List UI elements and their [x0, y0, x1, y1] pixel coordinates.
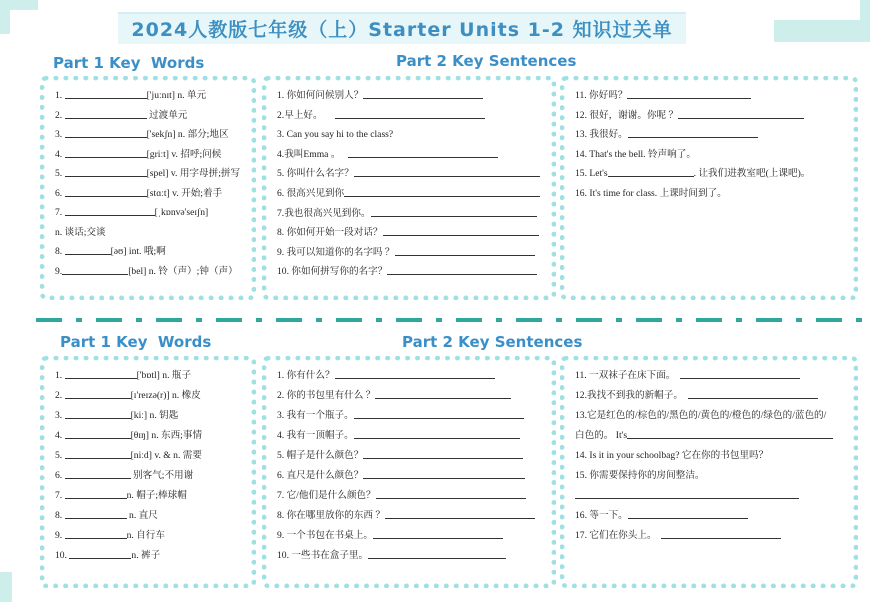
answer-blank[interactable]: [344, 185, 540, 197]
answer-blank[interactable]: [354, 427, 520, 439]
answer-blank[interactable]: [363, 447, 523, 459]
section1-key-words-box: [40, 76, 256, 300]
answer-blank[interactable]: [628, 507, 748, 519]
answer-blank[interactable]: [627, 427, 833, 439]
answer-blank[interactable]: [65, 87, 147, 99]
sentence-line: 16. 等一下。: [575, 506, 845, 526]
answer-blank[interactable]: [395, 244, 535, 256]
answer-blank[interactable]: [354, 165, 540, 177]
sentence-line: 2.早上好。: [277, 106, 543, 126]
sentence-line: 白色的。 It's: [575, 426, 845, 446]
section2-part1-heading: Part 1 Key Words: [60, 333, 212, 351]
sentence-line: 14. Is it in your schoolbag? 它在你的书包里吗？: [575, 450, 769, 461]
sentence-line: 4. 我有一顶帽子。: [277, 426, 543, 446]
answer-blank[interactable]: [373, 527, 503, 539]
word-line: 3. [kiː] n. 钥匙: [55, 406, 243, 426]
answer-blank[interactable]: [383, 224, 539, 236]
sentence-line: 7.我也很高兴见到你。: [277, 204, 543, 224]
sentence-line: 15. Let's . 让我们进教室吧(上课吧)。: [575, 164, 845, 184]
answer-blank[interactable]: [575, 487, 799, 499]
answer-blank[interactable]: [608, 165, 694, 177]
answer-blank[interactable]: [348, 146, 498, 158]
word-line: 1. ['bɒtl] n. 瓶子: [55, 366, 243, 386]
sentence-line: 10. 一些书在盒子里。: [277, 546, 543, 566]
answer-blank[interactable]: [65, 527, 127, 539]
answer-blank[interactable]: [65, 447, 131, 459]
sentence-line: 12.我找不到我的新帽子。: [575, 386, 845, 406]
sentence-line: 3. 我有一个瓶子。: [277, 406, 543, 426]
sentence-line: 6. 直尺是什么颜色？: [277, 466, 543, 486]
answer-blank[interactable]: [65, 507, 127, 519]
sentence-line: 13. 我很好。: [575, 125, 845, 145]
sentence-line: 7. 它/他们是什么颜色？: [277, 486, 543, 506]
answer-blank[interactable]: [65, 467, 131, 479]
section2-sentences-box-a: [262, 356, 556, 588]
word-line: 5. [spel] v. 用字母拼;拼写: [55, 164, 243, 184]
sentence-line: 2. 你的书包里有什么 ？: [277, 386, 543, 406]
section1-sentences-box-a: [262, 76, 556, 300]
sentence-line: 8. 你在哪里放你的东西 ？: [277, 506, 543, 526]
sentence-line: 9. 一个书包在书桌上。: [277, 526, 543, 546]
word-line: 6. 别客气;不用谢: [55, 466, 243, 486]
answer-blank[interactable]: [65, 107, 147, 119]
answer-blank[interactable]: [335, 107, 485, 119]
word-line: 6. [stɑːt] v. 开始;着手: [55, 184, 243, 204]
answer-blank[interactable]: [678, 107, 804, 119]
word-line: 2. [ɪ'reɪzə(r)] n. 橡皮: [55, 386, 243, 406]
word-line: n. 谈话;交谈: [55, 226, 106, 238]
sentence-line: 15. 你需要保持你的房间整洁。: [575, 470, 705, 481]
answer-blank[interactable]: [65, 204, 155, 216]
answer-blank[interactable]: [69, 547, 131, 559]
sentence-line: 11. 一双袜子在床下面。: [575, 366, 845, 386]
answer-blank[interactable]: [371, 205, 537, 217]
answer-blank[interactable]: [387, 263, 537, 275]
section1-part1-heading: Part 1 Key Words: [53, 54, 205, 72]
word-line: 4. [θɪŋ] n. 东西;事情: [55, 426, 243, 446]
section1-part2-heading: Part 2 Key Sentences: [396, 52, 577, 70]
sentence-line: 6. 很高兴见到你: [277, 184, 543, 204]
answer-blank[interactable]: [335, 367, 495, 379]
section2-part2-heading: Part 2 Key Sentences: [402, 333, 583, 351]
word-line: 1. ['juːnɪt] n. 单元: [55, 86, 243, 106]
answer-blank[interactable]: [661, 527, 781, 539]
answer-blank[interactable]: [368, 547, 506, 559]
word-line: 5. [niːd] v. & n. 需要: [55, 446, 243, 466]
sentence-line: 5. 你叫什么名字？: [277, 164, 543, 184]
sentence-line: 1. 你如何问候别人？: [277, 86, 543, 106]
corner-decoration-top-left-vertical: [0, 0, 10, 34]
answer-blank[interactable]: [65, 407, 131, 419]
answer-blank[interactable]: [628, 126, 758, 138]
corner-decoration-bottom-left: [0, 572, 12, 602]
word-line: 2. 过渡单元: [55, 106, 243, 126]
sentence-line: 11. 你好吗？: [575, 86, 845, 106]
sentence-line: 17. 它们在你头上。: [575, 526, 845, 546]
word-line: 8. n. 直尺: [55, 506, 243, 526]
word-line: 4. [griːt] v. 招呼;问候: [55, 145, 243, 165]
answer-blank[interactable]: [354, 407, 524, 419]
sentence-line: 5. 帽子是什么颜色？: [277, 446, 543, 466]
answer-blank[interactable]: [65, 126, 147, 138]
answer-blank[interactable]: [65, 185, 147, 197]
word-line: 7. n. 帽子;棒球帽: [55, 486, 243, 506]
word-line: 10. n. 裤子: [55, 546, 243, 566]
section2-sentences-box-b: [560, 356, 858, 588]
sentence-line: 4.我叫Emma 。: [277, 145, 543, 165]
sentence-line: 3. Can you say hi to the class?: [277, 129, 394, 141]
sentence-line: 13.它是红色的/棕色的/黑色的/黄色的/橙色的/绿色的/蓝色的/: [575, 410, 827, 421]
sentence-line: 10. 你如何拼写你的名字？: [277, 262, 543, 282]
sentence-line: [575, 486, 845, 506]
answer-blank[interactable]: [65, 387, 131, 399]
answer-blank[interactable]: [65, 427, 131, 439]
section1-sentences-box-b: [560, 76, 858, 300]
corner-decoration-top-right-vertical: [860, 0, 870, 26]
answer-blank[interactable]: [375, 387, 511, 399]
answer-blank[interactable]: [65, 146, 147, 158]
word-line: 9. n. 自行车: [55, 526, 243, 546]
page-title: 2024人教版七年级（上）Starter Units 1-2 知识过关单: [118, 12, 686, 44]
answer-blank[interactable]: [385, 507, 535, 519]
answer-blank[interactable]: [376, 487, 526, 499]
sentence-line: 1. 你有什么？: [277, 366, 543, 386]
section2-key-words-box: [40, 356, 256, 588]
answer-blank[interactable]: [363, 467, 525, 479]
sentence-line: 9. 我可以知道你的名字吗 ？: [277, 243, 543, 263]
word-line: 9. [bel] n. 铃（声）;钟（声）: [55, 262, 243, 282]
answer-blank[interactable]: [688, 387, 818, 399]
corner-decoration-top-right: [774, 20, 870, 42]
answer-blank[interactable]: [363, 87, 483, 99]
answer-blank[interactable]: [65, 165, 147, 177]
answer-blank[interactable]: [65, 367, 137, 379]
answer-blank[interactable]: [62, 263, 128, 275]
sentence-line: 16. It's time for class. 上课时间到了。: [575, 187, 727, 199]
answer-blank[interactable]: [627, 87, 751, 99]
word-line: 3. ['sekʃn] n. 部分;地区: [55, 125, 243, 145]
answer-blank[interactable]: [65, 487, 127, 499]
sentence-line: 14. That's the bell. 铃声响了。: [575, 148, 696, 160]
answer-blank[interactable]: [680, 367, 800, 379]
sentence-line: 8. 你如何开始一段对话？: [277, 223, 543, 243]
section-divider: [36, 318, 870, 322]
word-line: 8. [əʊ] int. 哦;啊: [55, 242, 243, 262]
word-line: 7. [ˌkɒnvə'seɪʃn]: [55, 203, 243, 223]
sentence-line: 12. 很好，谢谢。你呢 ？: [575, 106, 845, 126]
answer-blank[interactable]: [65, 243, 111, 255]
